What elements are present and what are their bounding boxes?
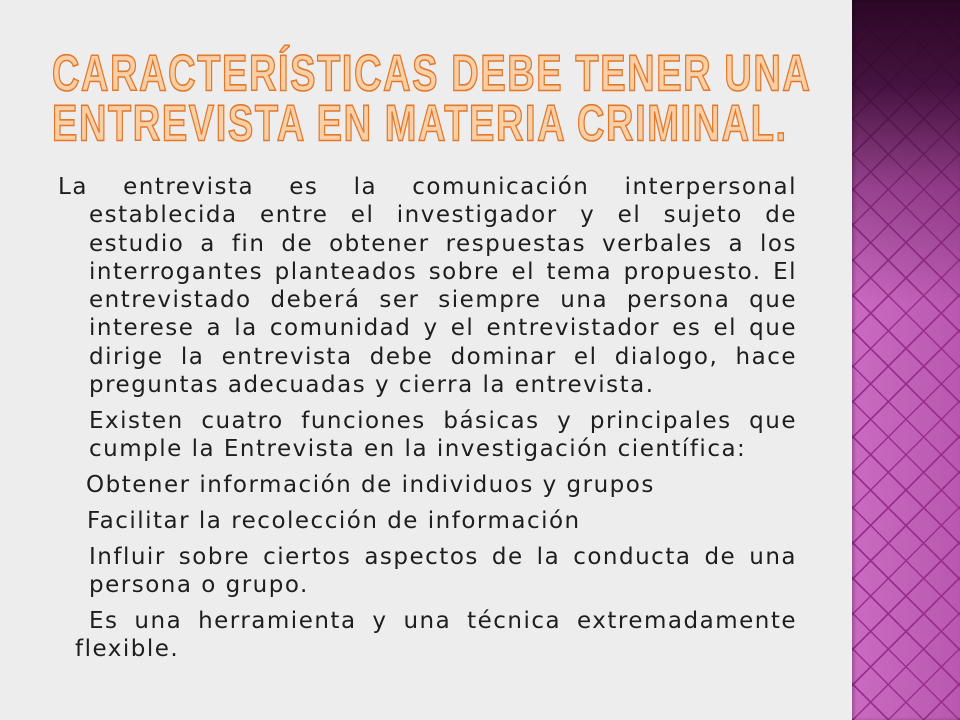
text-line: persona o grupo. [89,571,309,598]
text-line: Es una herramienta y una técnica extremadamente [89,607,797,634]
slide-title: CARACTERÍSTICAS DEBE TENER UNA ENTREVISTA EN MATERIA CRIMINAL. [52,45,811,153]
decorative-diamond-pattern-strip [852,0,960,720]
text-line: cumple la Entrevista en la investigación científica: [89,436,747,463]
text-line: dirige la entrevista debe dominar el dialogo, hace [89,343,797,370]
paragraph-definition [58,173,797,399]
paragraph-function-3 [58,543,797,600]
text-line: establecida entre el investigador y el sujeto de [89,202,797,229]
text-line: Facilitar la recolección de información [87,507,581,534]
text-line: preguntas adecuadas y cierra la entrevista. [89,372,655,399]
text-line: Existen cuatro funciones básicas y principales que [89,407,797,434]
text-line: La entrevista es la comunicación interpersonal [58,174,797,200]
text-line: flexible. [75,635,180,662]
paragraph-functions-intro [58,407,797,464]
text-line: interese a la comunidad y el entrevistador es el que [89,315,797,342]
paragraph-function-2 [58,507,797,535]
text-line: interrogantes planteados sobre el tema propuesto. El [89,258,797,285]
slide-body [58,173,797,663]
paragraph-function-4 [58,607,797,664]
text-line: Influir sobre ciertos aspectos de la conducta de una [89,543,797,570]
paragraph-function-1 [58,471,797,499]
text-line: estudio a fin de obtener respuestas verbales a los [89,230,797,257]
text-line: Obtener información de individuos y grupos [86,471,655,498]
text-line: entrevistado deberá ser siempre una persona que [89,287,797,314]
